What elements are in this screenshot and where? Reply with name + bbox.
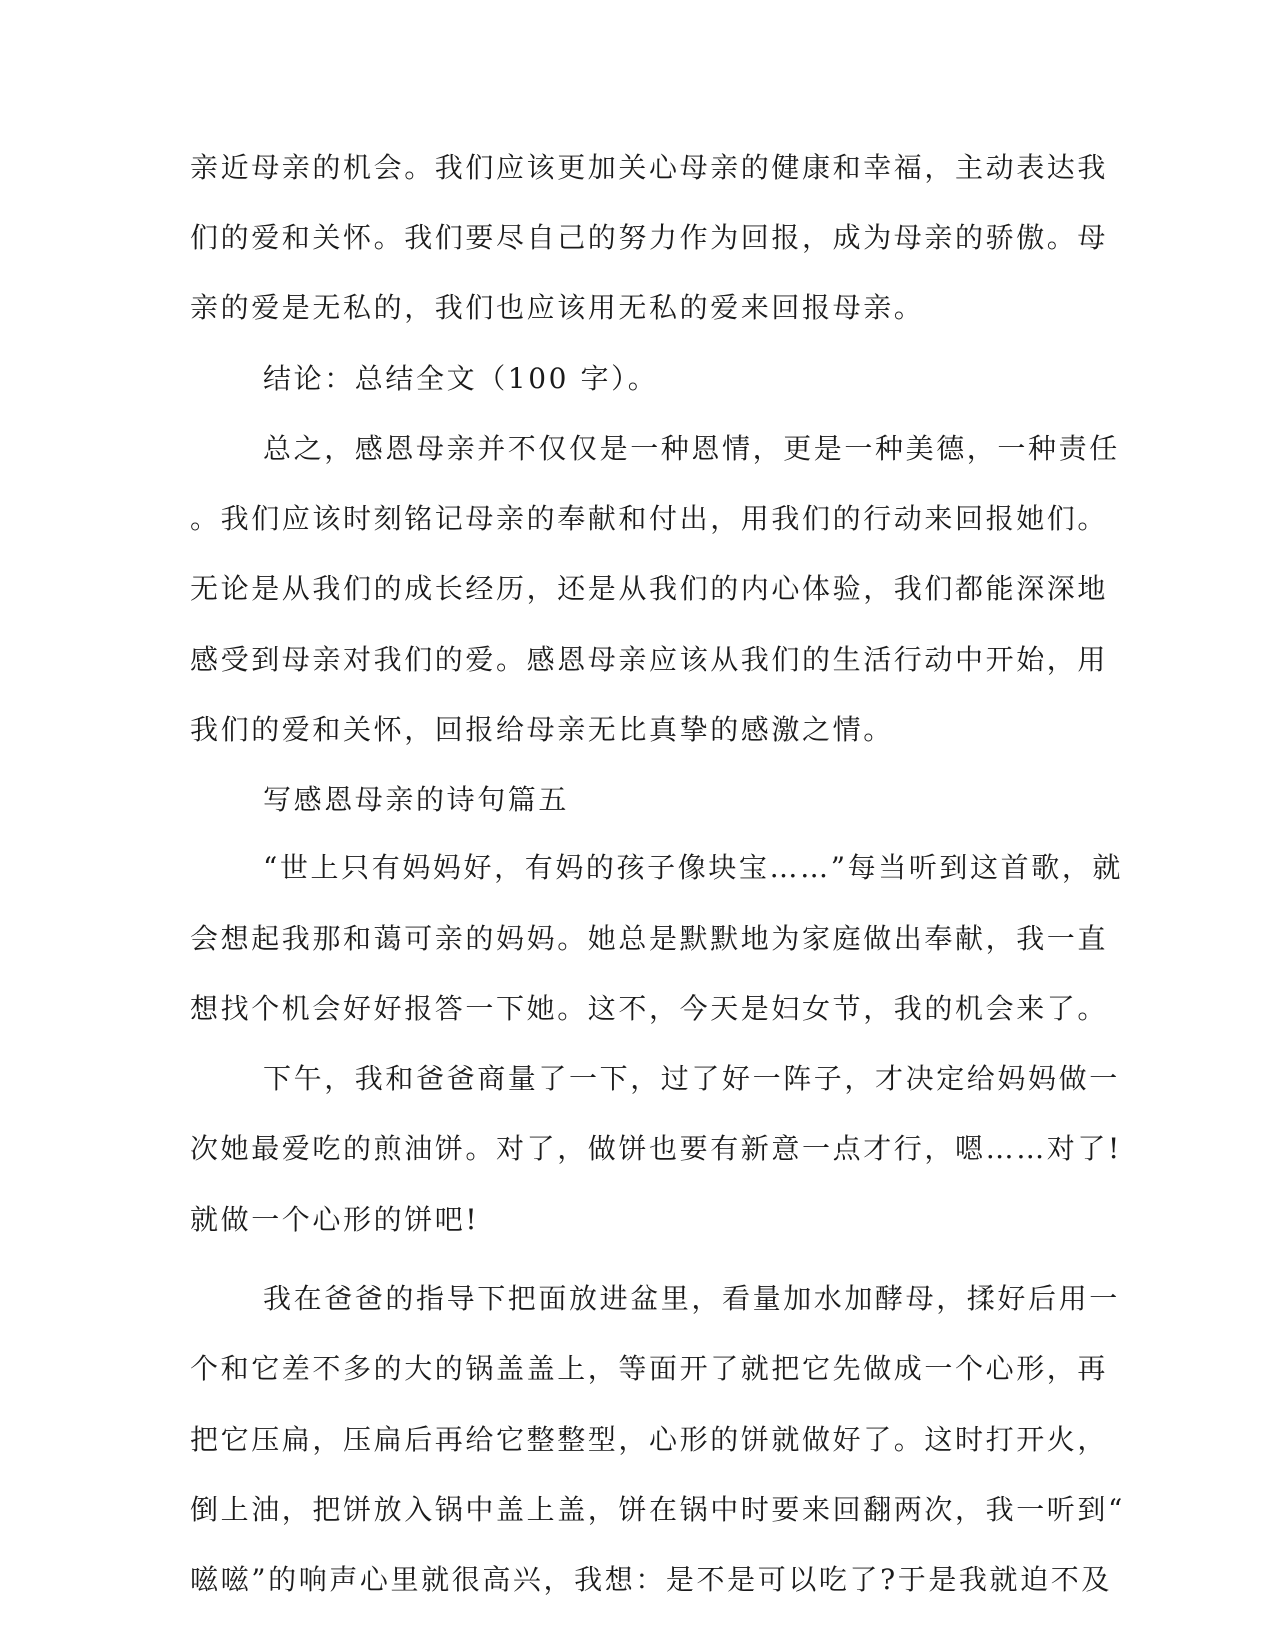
text-line: 总之，感恩母亲并不仅仅是一种恩情，更是一种美德，一种责任	[263, 432, 1120, 465]
text-line: 想找个机会好好报答一下她。这不，今天是妇女节，我的机会来了。	[190, 992, 1109, 1025]
text-line: 亲的爱是无私的，我们也应该用无私的爱来回报母亲。	[190, 291, 925, 324]
text-line: 亲近母亲的机会。我们应该更加关心母亲的健康和幸福，主动表达我	[190, 151, 1109, 184]
text-line: 无论是从我们的成长经历，还是从我们的内心体验，我们都能深深地	[190, 572, 1109, 605]
text-line: 就做一个心形的饼吧!	[190, 1203, 480, 1236]
text-line: 。我们应该时刻铭记母亲的奉献和付出，用我们的行动来回报她们。	[190, 502, 1109, 535]
text-line: 我们的爱和关怀，回报给母亲无比真挚的感激之情。	[190, 713, 894, 746]
text-line: 把它压扁，压扁后再给它整整型，心形的饼就做好了。这时打开火，	[190, 1423, 1109, 1456]
text-line: 倒上油，把饼放入锅中盖上盖，饼在锅中时要来回翻两次，我一听到“	[190, 1493, 1125, 1526]
text-line: 嗞嗞”的响声心里就很高兴，我想：是不是可以吃了?于是我就迫不及	[190, 1563, 1112, 1596]
conclusion-heading: 结论：总结全文（100 字）。	[263, 362, 659, 395]
text-line: 会想起我那和蔼可亲的妈妈。她总是默默地为家庭做出奉献，我一直	[190, 922, 1109, 955]
text-line: 个和它差不多的大的锅盖盖上，等面开了就把它先做成一个心形，再	[190, 1352, 1109, 1385]
text-line: 下午，我和爸爸商量了一下，过了好一阵子，才决定给妈妈做一	[263, 1062, 1120, 1095]
section-heading: 写感恩母亲的诗句篇五	[263, 783, 570, 816]
text-line: 感受到母亲对我们的爱。感恩母亲应该从我们的生活行动中开始，用	[190, 643, 1109, 676]
text-line: 我在爸爸的指导下把面放进盆里，看量加水加酵母，揉好后用一	[263, 1282, 1120, 1315]
text-line: 们的爱和关怀。我们要尽自己的努力作为回报，成为母亲的骄傲。母	[190, 221, 1109, 254]
text-line: “世上只有妈妈好，有妈的孩子像块宝……”每当听到这首歌，就	[263, 851, 1124, 884]
text-line: 次她最爱吃的煎油饼。对了，做饼也要有新意一点才行，嗯……对了!	[190, 1132, 1122, 1165]
